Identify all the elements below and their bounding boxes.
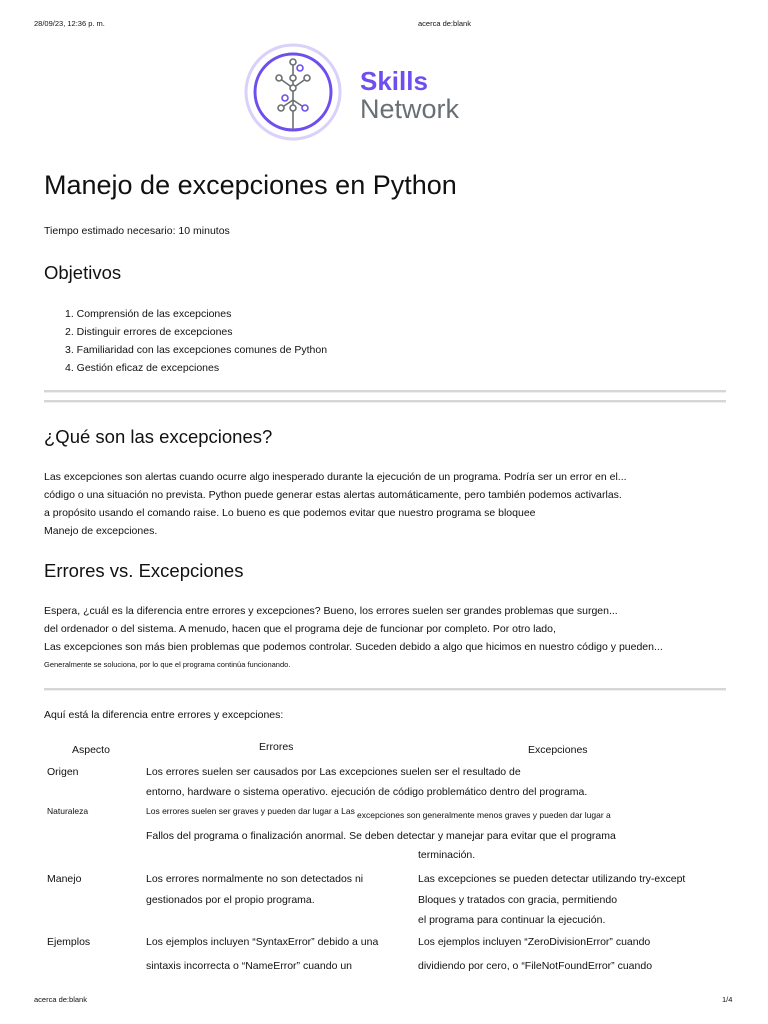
table-cell: Las excepciones se pueden detectar utilizando try-except	[418, 873, 686, 885]
row-label-naturaleza: Naturaleza	[47, 806, 89, 816]
objectives-heading: Objetivos	[44, 262, 122, 283]
table-cell: gestionados por el propio programa.	[146, 894, 315, 906]
paragraph-line: Generalmente se soluciona, por lo que el programa continúa funcionando.	[44, 660, 291, 669]
paragraph-line: Manejo de excepciones.	[44, 525, 158, 537]
table-cell: terminación.	[418, 849, 476, 861]
row-label-ejemplos: Ejemplos	[47, 936, 91, 948]
table-intro: Aquí está la diferencia entre errores y excepciones:	[44, 709, 284, 721]
objective-item: 1. Comprensión de las excepciones	[65, 308, 232, 320]
table-header-errors: Errores	[259, 741, 294, 753]
table-cell: el programa para continuar la ejecución.	[418, 914, 606, 926]
table-header-aspect: Aspecto	[72, 744, 110, 756]
paragraph-line: del ordenador o del sistema. A menudo, hacen que el programa deje de funcionar por completo. Por otro lado,	[44, 623, 556, 635]
divider	[44, 688, 726, 691]
paragraph-line: Las excepciones son alertas cuando ocurre algo inesperado durante la ejecución de un programa. Podría ser un error en el...	[44, 471, 627, 483]
print-url: acerca de:blank	[418, 19, 471, 28]
divider	[44, 400, 726, 403]
logo-skills-text: Skills	[360, 66, 428, 96]
table-cell: Los errores suelen ser graves y pueden dar lugar a Las	[146, 806, 355, 816]
table-cell: Bloques y tratados con gracia, permitiendo	[418, 894, 618, 906]
row-label-manejo: Manejo	[47, 873, 82, 885]
objective-item: 2. Distinguir errores de excepciones	[65, 326, 233, 338]
page-number: 1/4	[722, 995, 733, 1004]
section-heading-errors-vs-exceptions: Errores vs. Excepciones	[44, 560, 244, 581]
table-cell: sintaxis incorrecta o “NameError” cuando un	[146, 960, 353, 972]
divider	[44, 390, 726, 393]
estimated-time: Tiempo estimado necesario: 10 minutos	[44, 225, 230, 237]
table-cell: dividiendo por cero, o “FileNotFoundError” cuando	[418, 960, 653, 972]
objective-item: 3. Familiaridad con las excepciones comunes de Python	[65, 344, 328, 356]
logo-network-text: Network	[360, 94, 460, 124]
page-title: Manejo de excepciones en Python	[44, 170, 457, 200]
paragraph-line: Espera, ¿cuál es la diferencia entre errores y excepciones? Bueno, los errores suelen ser grandes problemas que surgen...	[44, 605, 618, 617]
table-cell: excepciones son generalmente menos graves y pueden dar lugar a	[357, 810, 611, 820]
tree-logo-icon	[243, 42, 343, 142]
table-cell: Los ejemplos incluyen “ZeroDivisionError” cuando	[418, 936, 651, 948]
table-cell: Fallos del programa o finalización anormal. Se deben detectar y manejar para evitar que el programa	[146, 830, 616, 842]
row-label-origen: Origen	[47, 766, 79, 778]
paragraph-line: Las excepciones son más bien problemas que podemos controlar. Suceden debido a algo que hicimos en nuestro código y pueden...	[44, 641, 663, 653]
table-cell: Los errores suelen ser causados por Las excepciones suelen ser el resultado de	[146, 766, 521, 778]
table-header-exceptions: Excepciones	[528, 744, 588, 756]
table-cell: Los errores normalmente no son detectados ni	[146, 873, 364, 885]
paragraph-line: a propósito usando el comando raise. Lo bueno es que podemos evitar que nuestro programa se bloquee	[44, 507, 536, 519]
table-cell: Los ejemplos incluyen “SyntaxError” debido a una	[146, 936, 379, 948]
table-cell: entorno, hardware o sistema operativo. ejecución de código problemático dentro del programa.	[146, 786, 588, 798]
footer-url: acerca de:blank	[34, 995, 87, 1004]
section-heading-what-are-exceptions: ¿Qué son las excepciones?	[44, 426, 273, 447]
objective-item: 4. Gestión eficaz de excepciones	[65, 362, 220, 374]
print-datetime: 28/09/23, 12:36 p. m.	[34, 19, 105, 28]
paragraph-line: código o una situación no prevista. Python puede generar estas alertas automáticamente, pero también podemos activarlas.	[44, 489, 622, 501]
